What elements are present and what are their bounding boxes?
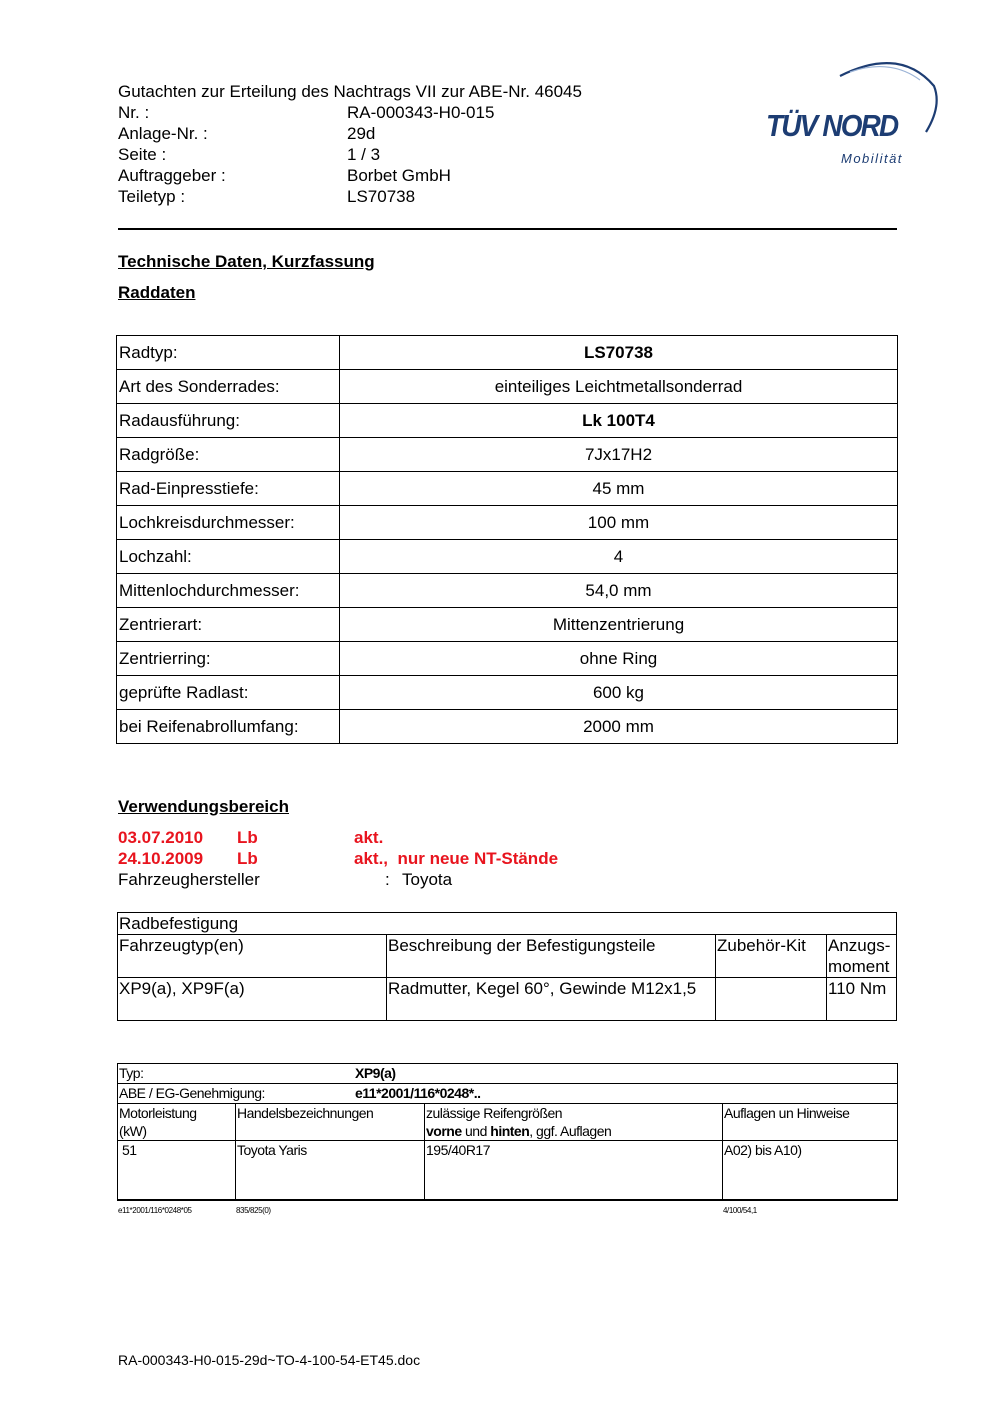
cell-value: 7Jx17H2 bbox=[340, 438, 898, 472]
footer-filename: RA-000343-H0-015-29d~TO-4-100-54-ET45.doc bbox=[118, 1352, 421, 1368]
cell-label: Mittenlochdurchmesser: bbox=[117, 574, 340, 608]
cell-label: Art des Sonderrades: bbox=[117, 370, 340, 404]
hersteller-separator: : bbox=[385, 870, 390, 889]
section-title-raddaten: Raddaten bbox=[118, 283, 196, 302]
status-code: Lb bbox=[237, 828, 258, 847]
typ-label: Typ: bbox=[119, 1065, 144, 1081]
table-row bbox=[118, 1084, 898, 1104]
table-row bbox=[117, 676, 898, 710]
table-row bbox=[118, 913, 897, 935]
column-header-handel: Handelsbezeichnungen bbox=[236, 1104, 425, 1141]
cell-label: Lochkreisdurchmesser: bbox=[117, 506, 340, 540]
table-row bbox=[118, 1141, 898, 1201]
header-value: Borbet GmbH bbox=[347, 166, 451, 185]
table-row bbox=[117, 642, 898, 676]
section-title-tech: Technische Daten, Kurzfassung bbox=[118, 252, 375, 271]
cell-value: 600 kg bbox=[340, 676, 898, 710]
footnote-code: 835/825(0) bbox=[236, 1206, 271, 1215]
reifen-rest: , ggf. Auflagen bbox=[529, 1123, 612, 1139]
cell-value: 45 mm bbox=[340, 472, 898, 506]
table-row bbox=[118, 1064, 898, 1084]
status-date: 24.10.2009 bbox=[118, 849, 204, 868]
column-header-reifen bbox=[425, 1104, 723, 1141]
status-note: akt., nur neue NT-Stände bbox=[354, 849, 559, 868]
cell-zubehoer bbox=[716, 978, 827, 1021]
header-value: 1 / 3 bbox=[347, 145, 381, 164]
raddaten-table bbox=[116, 335, 898, 744]
cell-reifen: 195/40R17 bbox=[425, 1141, 723, 1201]
header-row-auftraggeber bbox=[0, 165, 700, 186]
cell-value: 2000 mm bbox=[340, 710, 898, 744]
header-row-nr bbox=[0, 102, 700, 123]
report-title: Gutachten zur Erteilung des Nachtrags VII zur ABE-Nr. 46045 bbox=[118, 82, 582, 101]
cell-label: Rad-Einpresstiefe: bbox=[117, 472, 340, 506]
header-row-teiletyp bbox=[0, 186, 700, 207]
table-row bbox=[117, 710, 898, 744]
header-label: Seite : bbox=[118, 145, 167, 164]
header-value: 29d bbox=[347, 124, 376, 143]
cell-auflagen: A02) bis A10) bbox=[723, 1141, 898, 1201]
column-header-motor: Motorleistung (kW) bbox=[118, 1104, 236, 1141]
header-label: Auftraggeber : bbox=[118, 166, 226, 185]
cell-label: Lochzahl: bbox=[117, 540, 340, 574]
abe-value: e11*2001/116*0248*.. bbox=[355, 1085, 481, 1101]
cell-value: LS70738 bbox=[340, 336, 898, 370]
header-row-anlage bbox=[0, 123, 700, 144]
section-title-verwendung: Verwendungsbereich bbox=[118, 797, 289, 816]
cell-value: ohne Ring bbox=[340, 642, 898, 676]
header-divider bbox=[118, 228, 897, 230]
abe-row bbox=[118, 1084, 898, 1104]
cell-label: Radtyp: bbox=[117, 336, 340, 370]
cell-label: bei Reifenabrollumfang: bbox=[117, 710, 340, 744]
logo-brand: TÜV NORD bbox=[766, 108, 898, 143]
cell-label: Radausführung: bbox=[117, 404, 340, 438]
status-code: Lb bbox=[237, 849, 258, 868]
reifen-vorne: vorne bbox=[426, 1123, 462, 1139]
cell-beschreibung: Radmutter, Kegel 60°, Gewinde M12x1,5 bbox=[387, 978, 716, 1021]
header-value: RA-000343-H0-015 bbox=[347, 103, 495, 122]
hersteller-label: Fahrzeughersteller bbox=[118, 870, 260, 889]
column-header: Zubehör-Kit bbox=[716, 935, 827, 978]
table-row bbox=[117, 370, 898, 404]
status-date: 03.07.2010 bbox=[118, 828, 204, 847]
cell-value: Mittenzentrierung bbox=[340, 608, 898, 642]
column-header: Beschreibung der Befestigungsteile bbox=[387, 935, 716, 978]
header-label: Nr. : bbox=[118, 103, 150, 122]
cell-motor: 51 bbox=[118, 1141, 236, 1201]
cell-label: Zentrierring: bbox=[117, 642, 340, 676]
logo-subtitle: Mobilität bbox=[841, 151, 903, 166]
radbefestigung-table bbox=[117, 912, 897, 1021]
cell-value: 4 bbox=[340, 540, 898, 574]
column-header-auflagen: Auflagen un Hinweise bbox=[723, 1104, 898, 1141]
reifen-header-line1: zulässige Reifengrößen bbox=[426, 1105, 563, 1121]
status-note: akt. bbox=[354, 828, 384, 847]
header-label: Teiletyp : bbox=[118, 187, 186, 206]
table-row bbox=[117, 608, 898, 642]
typ-value: XP9(a) bbox=[355, 1065, 396, 1081]
table-row bbox=[117, 404, 898, 438]
cell-fahrzeugtyp: XP9(a), XP9F(a) bbox=[118, 978, 387, 1021]
column-header: Fahrzeugtyp(en) bbox=[118, 935, 387, 978]
abe-label: ABE / EG-Genehmigung: bbox=[119, 1085, 265, 1101]
table-header-row bbox=[118, 1104, 898, 1141]
table-row bbox=[117, 472, 898, 506]
cell-value: Lk 100T4 bbox=[340, 404, 898, 438]
table-row bbox=[117, 506, 898, 540]
table-row bbox=[117, 540, 898, 574]
typ-table bbox=[117, 1063, 898, 1201]
cell-value: 54,0 mm bbox=[340, 574, 898, 608]
cell-label: Radgröße: bbox=[117, 438, 340, 472]
table-row bbox=[118, 978, 897, 1021]
radbefestigung-title: Radbefestigung bbox=[118, 913, 897, 935]
footnote-abe: e11*2001/116*0248*05 bbox=[118, 1206, 192, 1215]
reifen-und: und bbox=[461, 1123, 491, 1139]
header-row-seite bbox=[0, 144, 700, 165]
cell-value: 100 mm bbox=[340, 506, 898, 540]
header-label: Anlage-Nr. : bbox=[118, 124, 208, 143]
reifen-hinten: hinten bbox=[490, 1123, 530, 1139]
table-row bbox=[117, 438, 898, 472]
header-value: LS70738 bbox=[347, 187, 416, 206]
table-row bbox=[117, 574, 898, 608]
cell-label: Zentrierart: bbox=[117, 608, 340, 642]
table-row bbox=[117, 336, 898, 370]
cell-value: einteiliges Leichtmetallsonderrad bbox=[340, 370, 898, 404]
cell-anzugsmoment: 110 Nm bbox=[827, 978, 897, 1021]
column-header: Anzugs- moment bbox=[827, 935, 897, 978]
cell-handel: Toyota Yaris bbox=[236, 1141, 425, 1201]
footnote-lk: 4/100/54,1 bbox=[723, 1206, 757, 1215]
typ-row bbox=[118, 1064, 898, 1084]
reifen-header-line2 bbox=[426, 1122, 721, 1140]
cell-label: geprüfte Radlast: bbox=[117, 676, 340, 710]
table-header-row bbox=[118, 935, 897, 978]
hersteller-value: Toyota bbox=[402, 870, 453, 889]
